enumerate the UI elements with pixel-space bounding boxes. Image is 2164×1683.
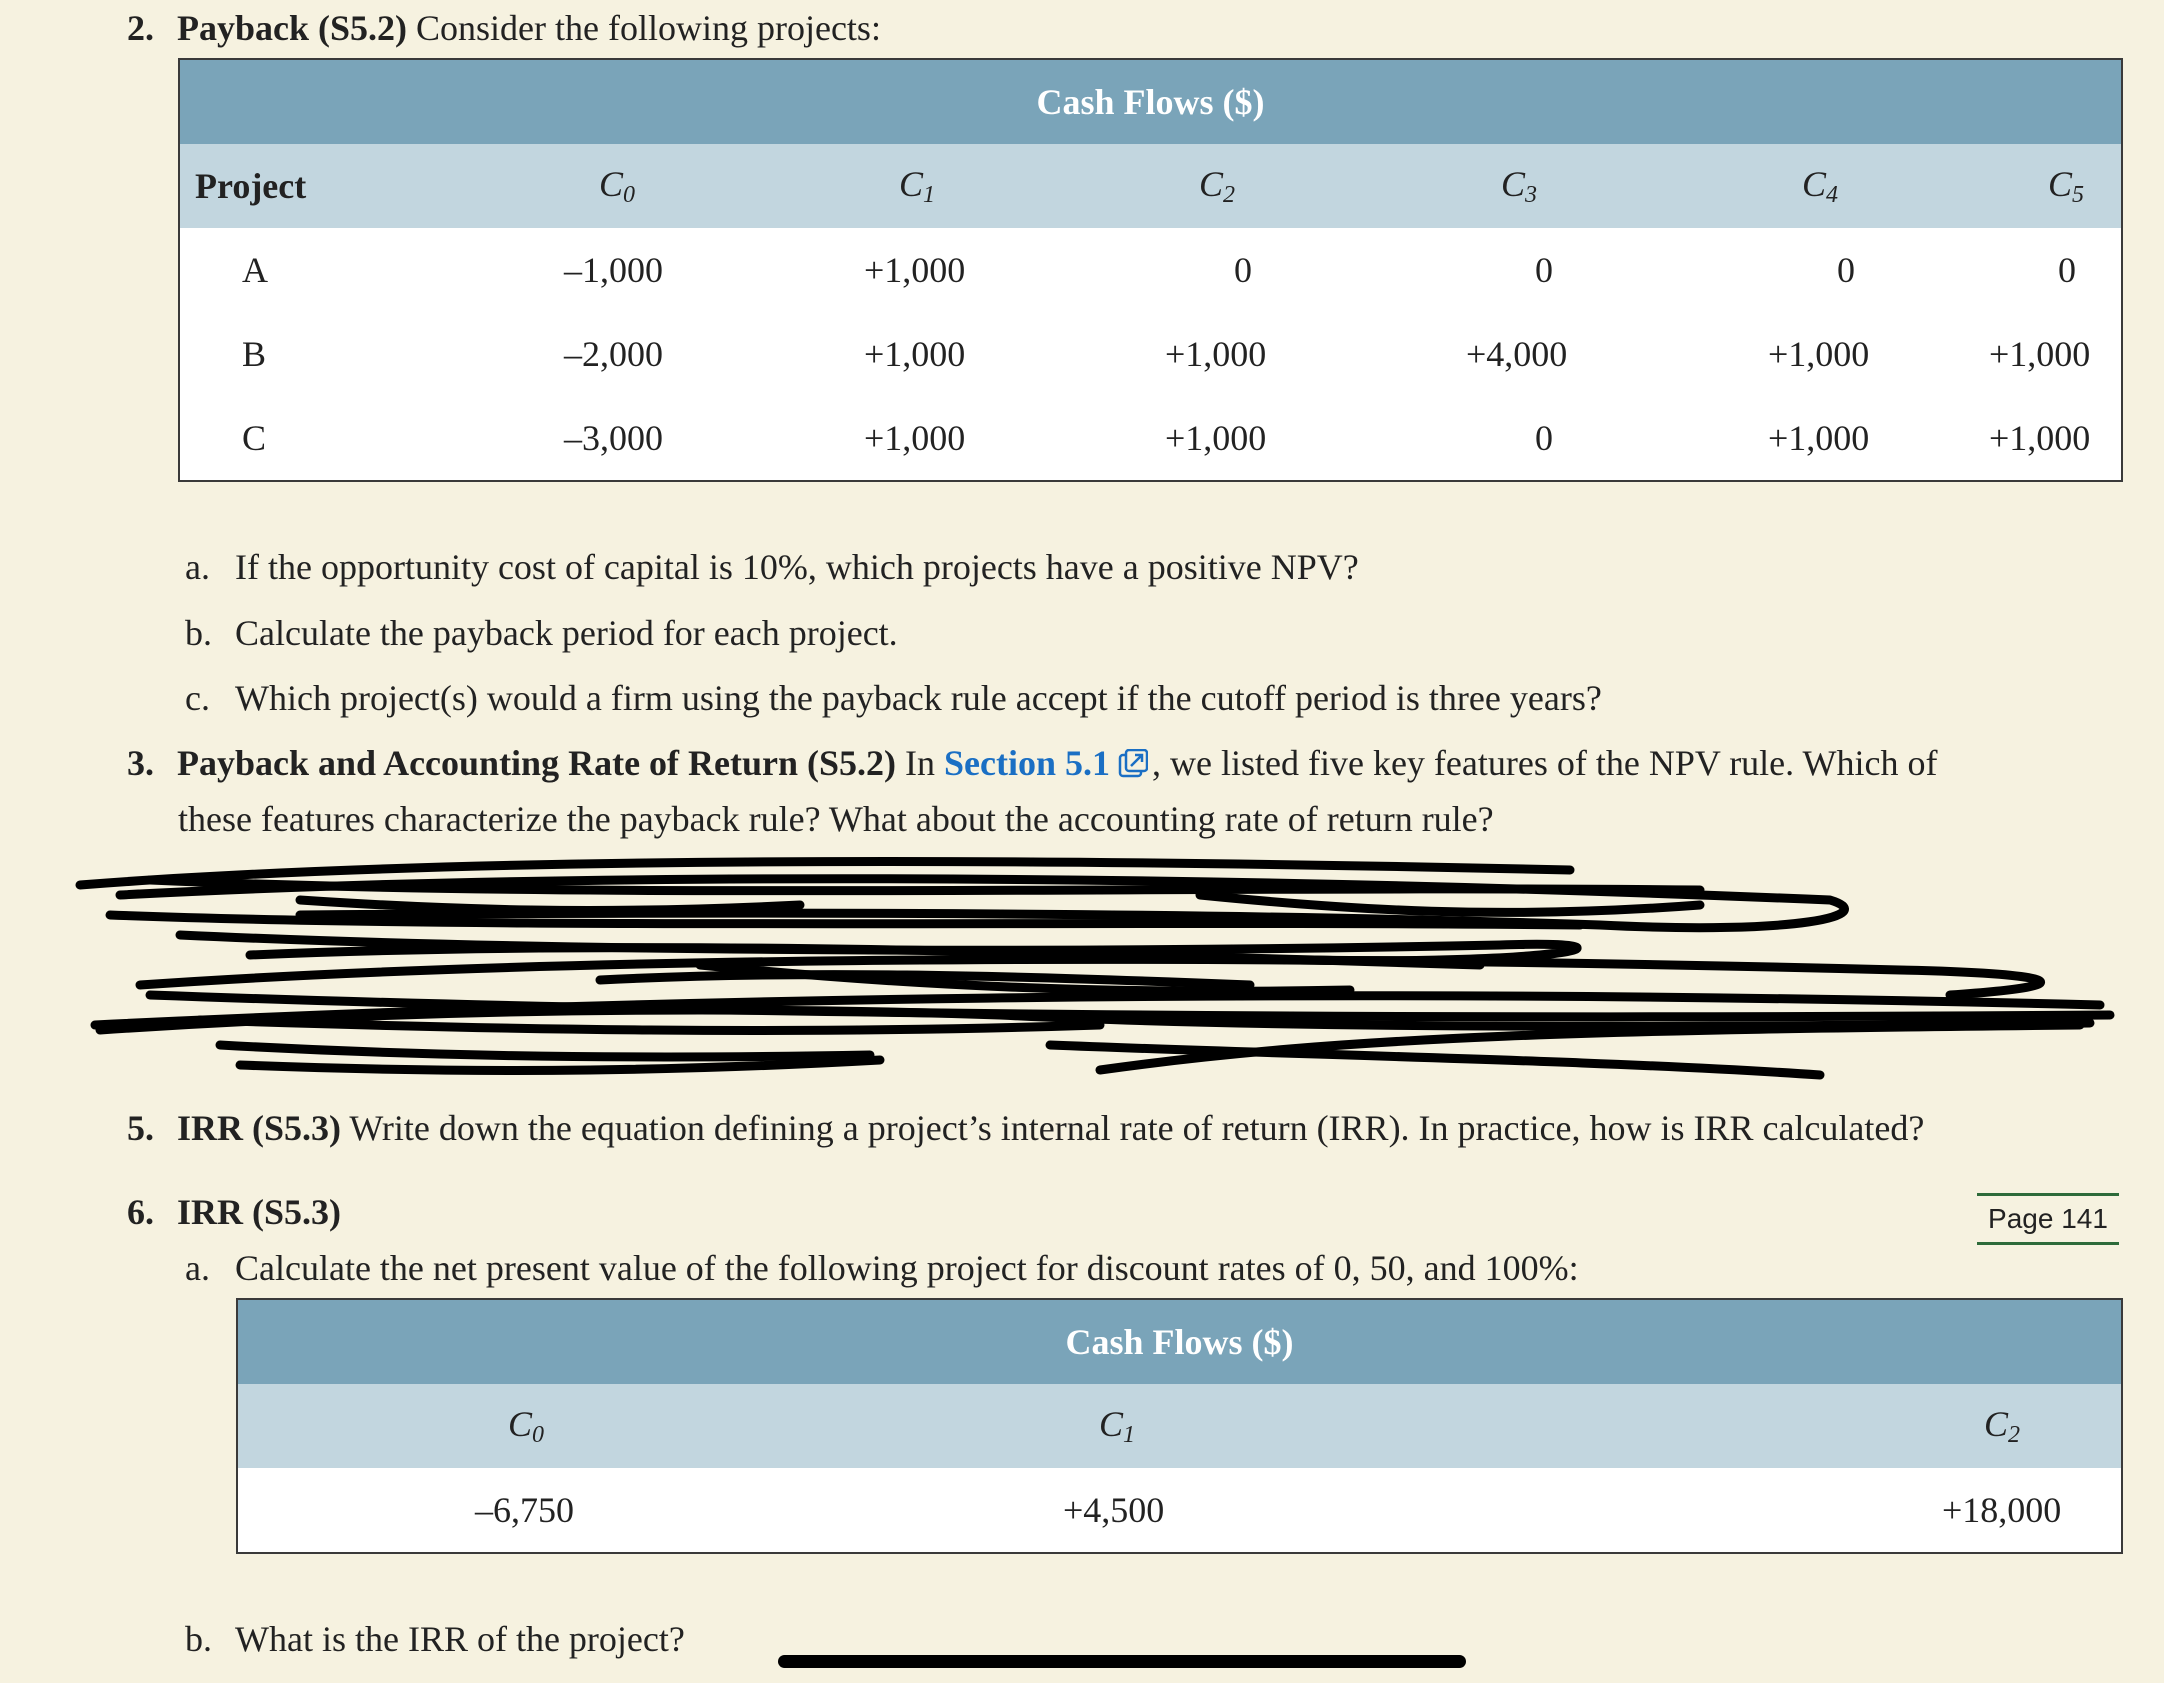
section-5-1-link[interactable]: Section 5.1	[944, 743, 1111, 783]
q2-table-banner: Cash Flows ($)	[179, 59, 2122, 144]
q2-col-c5: $C_5$	[1905, 144, 2122, 228]
q6-table-banner: Cash Flows ($)	[237, 1299, 2122, 1384]
q6-col-c1: $C_1$	[833, 1384, 1472, 1468]
home-indicator-bar	[778, 1655, 1466, 1668]
q6-number: 6.	[127, 1192, 154, 1232]
q3-line2: these features characterize the payback rule? What about the accounting rate of return rule?	[178, 799, 1494, 839]
q2-part-b: b. Calculate the payback period for each project.	[185, 613, 898, 653]
q2-heading: Payback (S5.2)	[177, 8, 408, 48]
q2-col-c1: $C_1$	[701, 144, 1002, 228]
q2-col-c2: $C_2$	[1002, 144, 1303, 228]
q6-col-c0: $C_0$	[237, 1384, 833, 1468]
external-link-icon[interactable]	[1118, 749, 1148, 779]
q3-heading: Payback and Accounting Rate of Return (S5.2)	[177, 743, 897, 783]
page-number-tag: Page 141	[1977, 1193, 2119, 1245]
table-row: C –3,000 +1,000 +1,000 0 +1,000 +1,000	[242, 418, 2091, 458]
q6-part-a: a. Calculate the net present value of the following project for discount rates of 0, 50, and 100%:	[185, 1248, 1579, 1288]
q2-number: 2.	[127, 8, 154, 48]
q2-line	[127, 6, 881, 50]
table-row: A –1,000 +1,000 0 0 0 0	[242, 250, 2076, 290]
q2-col-c0: $C_0$	[329, 144, 701, 228]
q6-part-b: b. What is the IRR of the project?	[185, 1619, 685, 1659]
q2-text: Consider the following projects:	[407, 8, 881, 48]
q2-cash-flow-table	[178, 58, 2123, 482]
q3-line1: 3. Payback and Accounting Rate of Return (S5.2) In Section 5.1 , we listed five key features of the NPV rule. Which of	[127, 743, 1938, 783]
q2-project-header: Project	[179, 144, 329, 228]
q5-number: 5.	[127, 1108, 154, 1148]
table-row: B –2,000 +1,000 +1,000 +4,000 +1,000 +1,000	[242, 334, 2091, 374]
q5-heading: IRR (S5.3)	[177, 1108, 342, 1148]
q6-heading: IRR (S5.3)	[177, 1192, 342, 1232]
q2-col-c4: $C_4$	[1604, 144, 1905, 228]
q5-line: 5. IRR (S5.3) Write down the equation defining a project’s internal rate of return (IRR). In practice, how is IRR calculated?	[127, 1108, 1925, 1148]
q2-part-a: a. If the opportunity cost of capital is 10%, which projects have a positive NPV?	[185, 547, 1359, 587]
q3-number: 3.	[127, 743, 154, 783]
q2-col-c3: $C_3$	[1303, 144, 1604, 228]
q6-line	[127, 1190, 341, 1234]
scribble-redaction	[0, 855, 2164, 1085]
table-row: –6,750 +4,500 +18,000	[475, 1490, 2062, 1530]
q2-part-c: c. Which project(s) would a firm using the payback rule accept if the cutoff period is three years?	[185, 678, 1602, 718]
q6-cash-flow-table	[236, 1298, 2123, 1554]
q6-col-c2: $C_2$	[1472, 1384, 2122, 1468]
